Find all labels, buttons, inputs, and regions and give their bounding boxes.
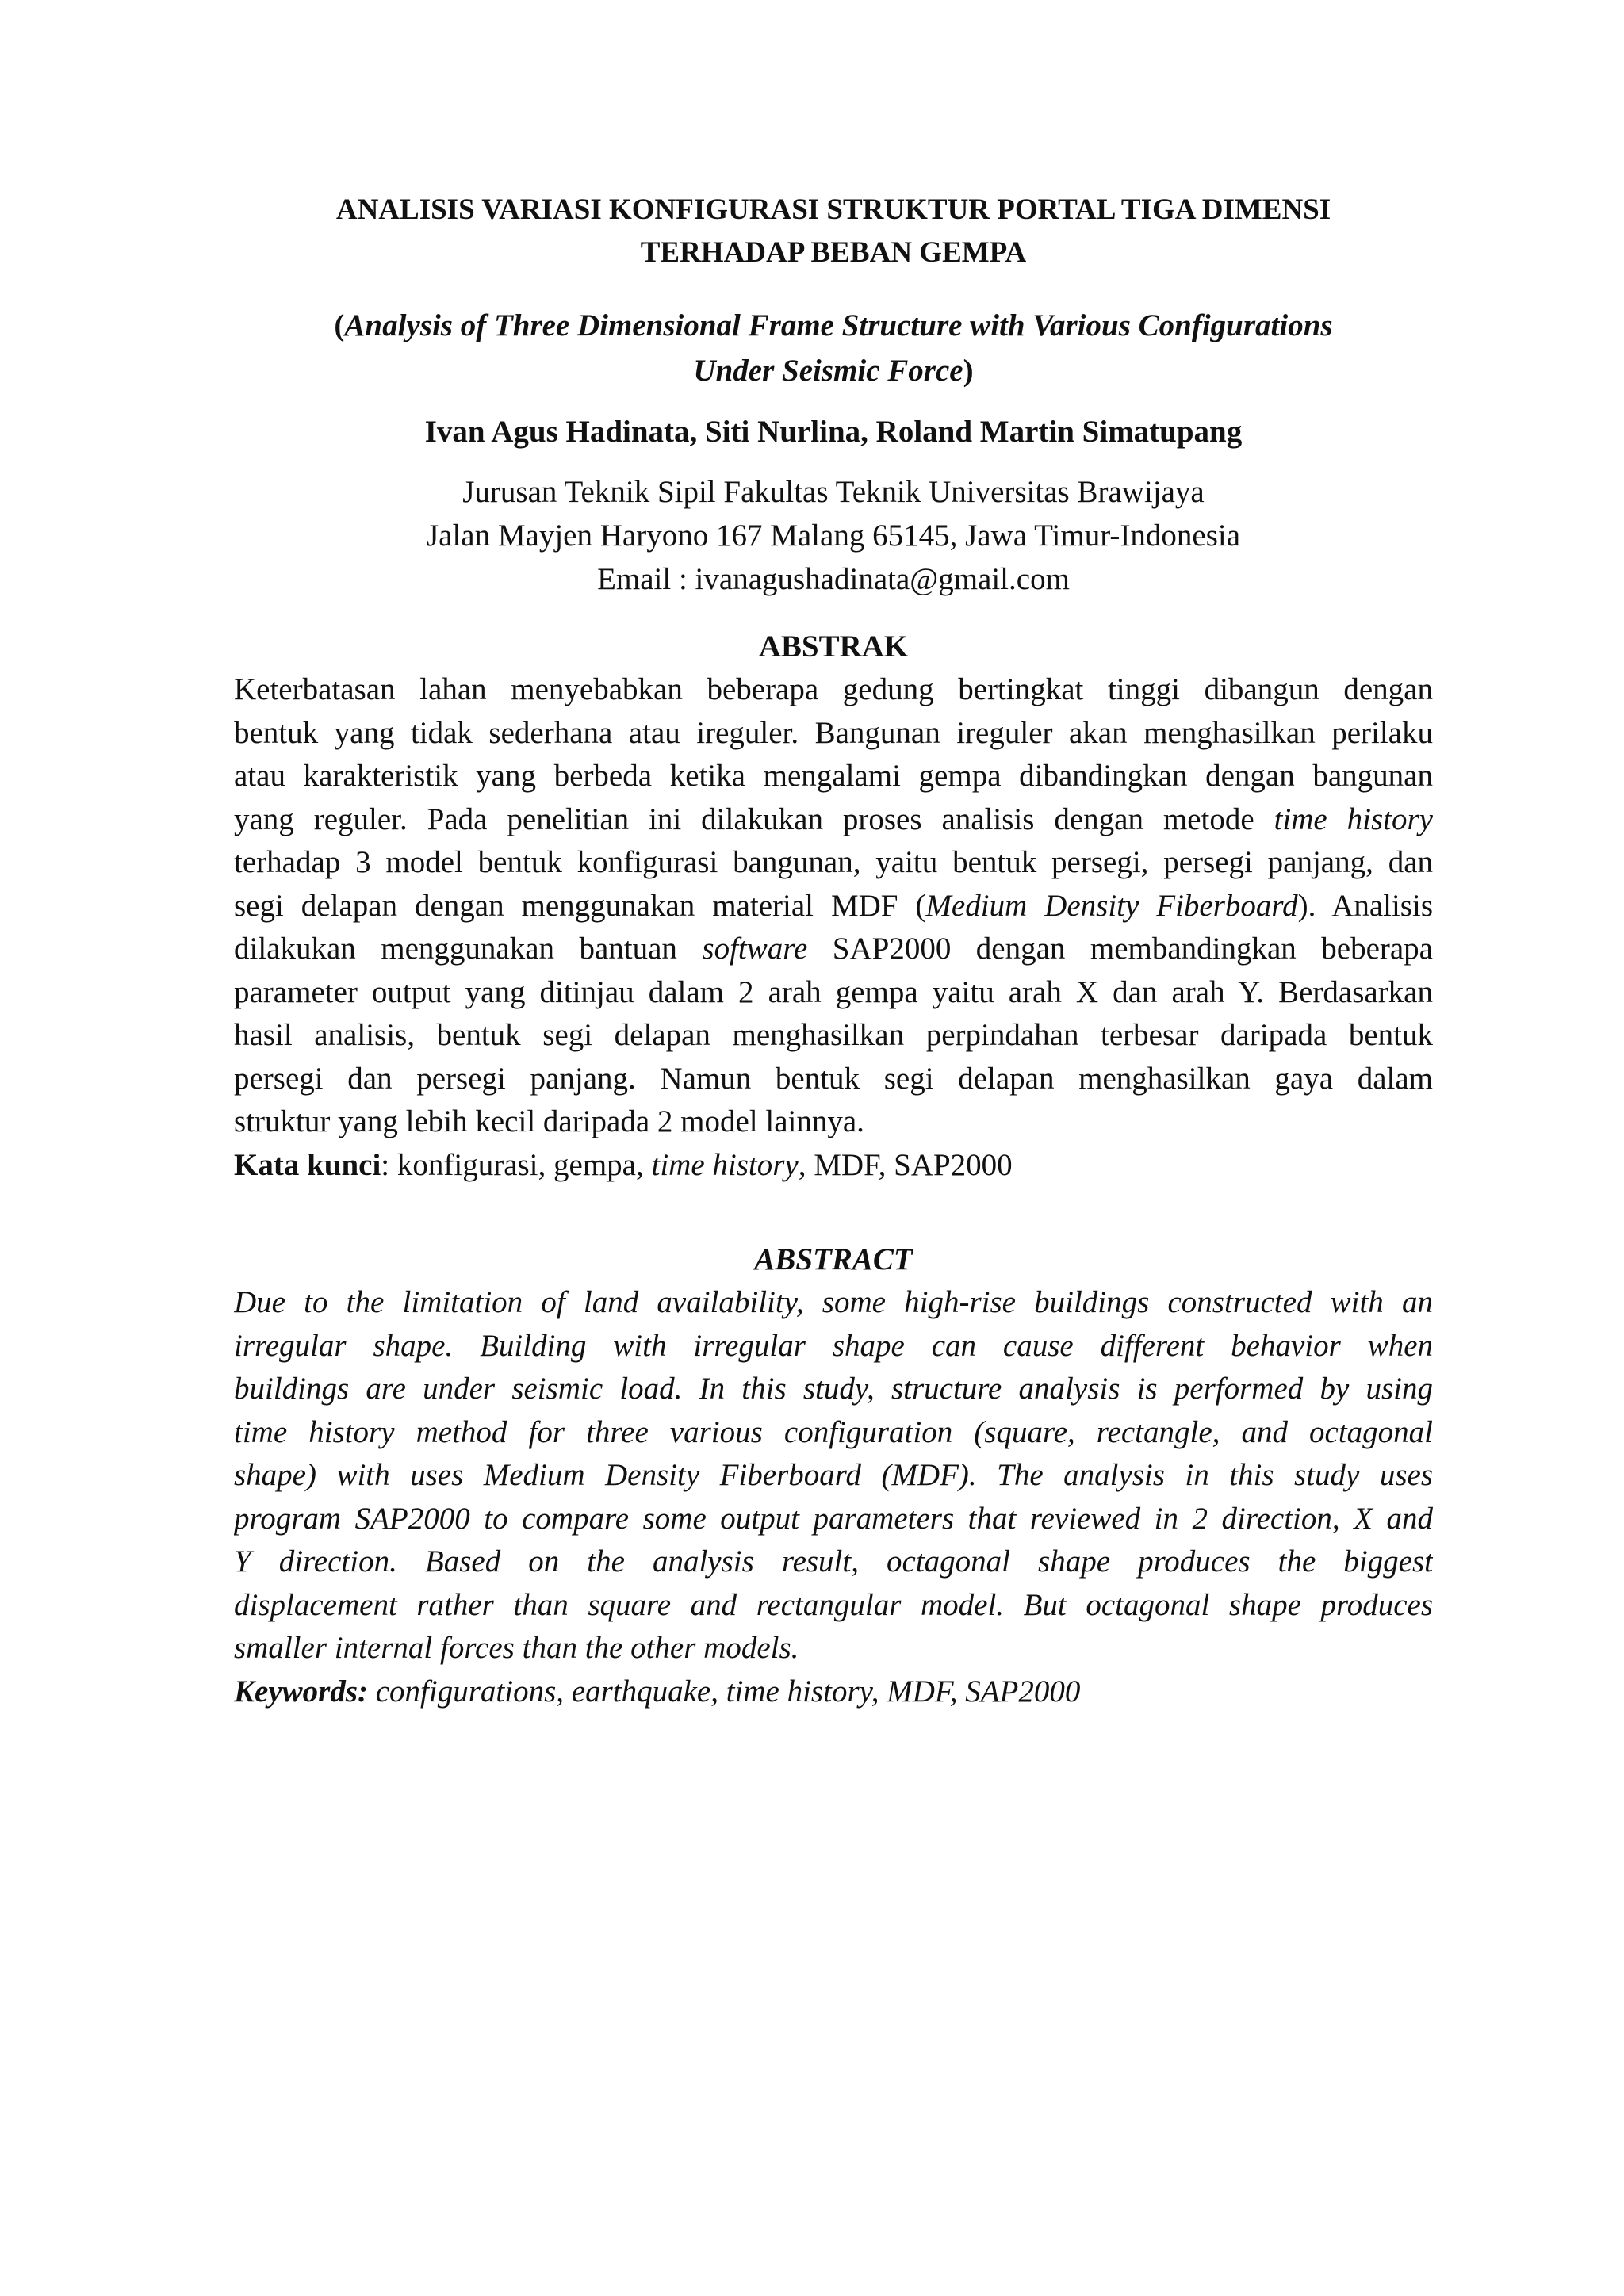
affiliation-email: Email : ivanagushadinata@gmail.com [597,562,1070,596]
abstract-keywords-text: configurations, earthquake, time history, MDF, SAP2000 [375,1674,1081,1709]
abstrak-line-4-text: yang reguler. Pada penelitian ini dilakukan proses analisis dengan metode [234,802,1254,836]
abstrak-line [234,798,1433,842]
abstrak-keywords-tail: , MDF, SAP2000 [798,1147,1013,1182]
paper-title-line-2: TERHADAP BEBAN GEMPA [640,236,1027,269]
abstrak-line [234,885,1433,928]
abstract-keywords [234,1670,1433,1714]
abstract-line: shape) with uses Medium Density Fiberboard (MDF). The analysis in this study uses [234,1458,1433,1492]
abstrak-line: atau karakteristik yang berbeda ketika mengalami gempa dibandingkan dengan bangunan [234,759,1433,793]
abstrak-body [234,668,1433,1144]
abstrak-keywords-text: : konfigurasi, gempa, [381,1147,644,1182]
subtitle-line-1-text: Analysis of Three Dimensional Frame Structure with Various Configurations [344,308,1333,342]
abstrak-line-4-italic: time history [1274,802,1433,836]
english-subtitle [234,303,1433,393]
subtitle-line-2-text: Under Seismic Force [693,354,963,388]
abstrak-line-6-text: segi delapan dengan menggunakan material MDF ( [234,888,926,923]
abstrak-keywords-label: Kata kunci [234,1147,381,1182]
abstract-line: displacement rather than square and rectangular model. But octagonal shape produces [234,1587,1433,1622]
author-list: Ivan Agus Hadinata, Siti Nurlina, Roland Martin Simatupang [424,415,1243,449]
abstrak-line: parameter output yang ditinjau dalam 2 arah gempa yaitu arah X dan arah Y. Berdasarkan [234,974,1433,1009]
abstract-body [234,1281,1433,1670]
abstrak-keywords-italic: time history [651,1147,799,1182]
abstrak-line-7-text: dilakukan menggunakan bantuan [234,932,677,966]
abstrak-keywords [234,1144,1433,1188]
abstract-keywords-label: Keywords: [234,1674,368,1709]
abstract-line: program SAP2000 to compare some output parameters that reviewed in 2 direction, X and [234,1501,1433,1536]
abstrak-line: persegi dan persegi panjang. Namun bentuk segi delapan menghasilkan gaya dalam [234,1061,1433,1096]
abstrak-heading: ABSTRAK [758,629,909,664]
abstrak-line-6-tail: ). Analisis [1297,888,1433,923]
abstrak-line: struktur yang lebih kecil daripada 2 model lainnya. [234,1104,864,1138]
paper-title [234,189,1433,274]
paper-title-line-1: ANALISIS VARIASI KONFIGURASI STRUKTUR PORTAL TIGA DIMENSI [335,193,1331,226]
abstrak-line-6-italic: Medium Density Fiberboard [925,888,1298,923]
abstract-line: time history method for three various configuration (square, rectangle, and octagonal [234,1414,1433,1449]
paper-front-matter [234,189,1433,1713]
abstract-line: Due to the limitation of land availability, some high-rise buildings constructed with an [234,1285,1433,1319]
english-subtitle-line-2 [234,348,1433,393]
abstrak-line [234,928,1433,971]
english-subtitle-line-1 [234,303,1433,348]
abstrak-line-7-tail: SAP2000 dengan membandingkan beberapa [832,932,1433,966]
abstrak-line: Keterbatasan lahan menyebabkan beberapa gedung bertingkat tinggi dibangun dengan [234,672,1433,706]
abstrak-line: terhadap 3 model bentuk konfigurasi bangunan, yaitu bentuk persegi, persegi panjang, dan [234,845,1433,879]
abstrak-line-7-italic: software [702,932,808,966]
subtitle-open-paren: ( [334,308,345,342]
abstract-heading: ABSTRACT [754,1242,913,1276]
abstrak-line: bentuk yang tidak sederhana atau ireguler. Bangunan ireguler akan menghasilkan perilaku [234,715,1433,750]
affiliation-department: Jurusan Teknik Sipil Fakultas Teknik Universitas Brawijaya [462,475,1205,509]
abstrak-line: hasil analisis, bentuk segi delapan menghasilkan perpindahan terbesar daripada bentuk [234,1018,1433,1052]
affiliation-block [234,470,1433,601]
abstract-line: Y direction. Based on the analysis result, octagonal shape produces the biggest [234,1544,1433,1578]
abstract-line: smaller internal forces than the other models. [234,1631,799,1665]
subtitle-close-paren: ) [963,354,974,388]
affiliation-address: Jalan Mayjen Haryono 167 Malang 65145, Jawa Timur-Indonesia [426,519,1241,553]
abstract-line: buildings are under seismic load. In this study, structure analysis is performed by using [234,1372,1433,1406]
abstract-line: irregular shape. Building with irregular shape can cause different behavior when [234,1328,1433,1363]
